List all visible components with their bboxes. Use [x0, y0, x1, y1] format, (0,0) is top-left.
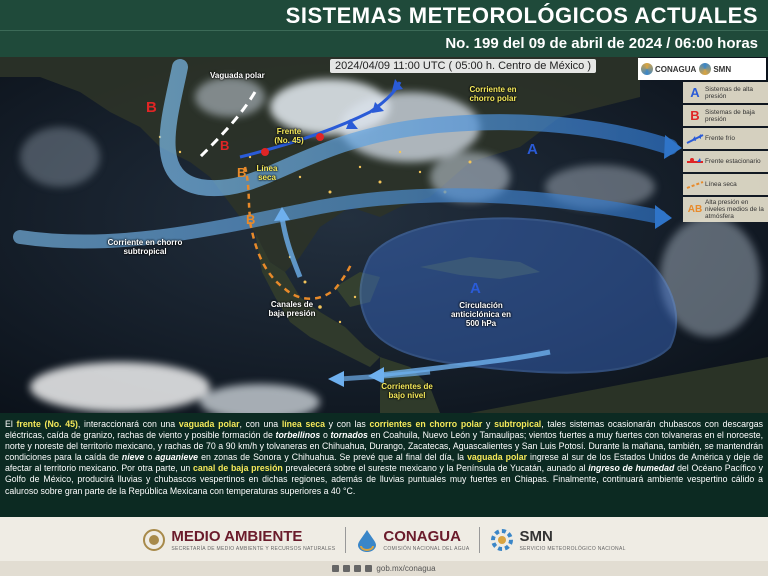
smn-gear-icon	[490, 528, 514, 552]
legend-row-dry-line	[683, 174, 768, 195]
footer-url[interactable]: gob.mx/conagua	[376, 564, 436, 573]
medio-ambiente-text: MEDIO AMBIENTE	[171, 527, 303, 545]
smn-logo	[490, 528, 625, 552]
paragraph-segment: , tales sistemas ocasionarán chubascos con descargas eléctricas, caída de granizo, rachas de viento y posible formación de	[5, 419, 763, 441]
forecast-paragraph	[5, 419, 763, 497]
legend-label-cold-front: Frente frío	[705, 135, 735, 142]
paragraph-segment: El	[5, 419, 17, 429]
paragraph-segment: y con las	[324, 419, 370, 429]
paragraph-segment: y	[482, 419, 495, 429]
conagua-drop-icon	[356, 528, 378, 552]
paragraph-segment: , con una	[239, 419, 282, 429]
legend-label-high: Sistemas de alta presión	[705, 85, 754, 100]
paragraph-segment: frente (No. 45)	[16, 419, 78, 429]
high-pressure-icon: A	[690, 85, 700, 100]
conagua-logo-text: CONAGUA	[655, 64, 697, 74]
legend-row-stationary-front	[683, 151, 768, 172]
paragraph-segment: en zonas de Sonora y Chihuahua. Se prevé que al final del día, la	[198, 452, 468, 463]
paragraph-segment: nieve	[121, 452, 145, 463]
mid-level-high-icon: AB	[687, 204, 703, 215]
header	[0, 0, 768, 57]
conagua-emblem-icon	[641, 63, 653, 75]
mexico-seal-icon	[142, 528, 166, 552]
paragraph-segment: ingreso de humedad	[588, 463, 675, 474]
low-pressure-marker-west: B	[146, 99, 157, 116]
weather-map	[0, 57, 768, 413]
legend-label-low: Sistemas de baja presión	[705, 108, 755, 123]
paragraph-segment: o	[320, 430, 331, 441]
low-pressure-marker-dryline: B	[237, 165, 247, 180]
map-legend	[683, 82, 768, 224]
label-low-level-flow: Corrientes de bajo nivel	[381, 382, 433, 400]
paragraph-segment: tornados	[330, 430, 368, 441]
paragraph-segment: torbellinos	[275, 430, 321, 441]
footer-logos	[0, 517, 768, 562]
paragraph-segment: línea seca	[281, 419, 325, 429]
header-divider	[0, 30, 768, 31]
dry-line-icon	[685, 176, 705, 194]
legend-row-high	[683, 82, 768, 103]
footer-separator-2	[479, 527, 480, 553]
label-front: Frente (No. 45)	[274, 127, 304, 145]
legend-label-dry-line: Línea seca	[705, 181, 737, 188]
medio-ambiente-subtext: SECRETARÍA DE MEDIO AMBIENTE Y RECURSOS NATURALES	[171, 545, 336, 552]
instagram-icon[interactable]	[354, 565, 361, 572]
paragraph-segment: , interaccionará con una	[77, 419, 179, 429]
paragraph-segment: subtropical	[494, 419, 542, 429]
social-bar	[0, 561, 768, 576]
stationary-front-icon	[685, 153, 705, 171]
high-pressure-marker-east: A	[527, 141, 538, 158]
smn-text: SMN	[519, 527, 553, 545]
top-logos	[638, 58, 766, 80]
smn-emblem-icon	[699, 63, 711, 75]
paragraph-segment: en Coahuila, Nuevo León y Tamaulipas; vientos fuertes a muy fuertes con tolvaneras en el noroeste, norte y noreste del territorio mexicano, y rachas de 70 a 90 km/h y tolvaneras en Chihuahua, Durango, Zacatecas, Aguascalientes y San Luis Potosí. Durante la mañana, también, se mantendrán condiciones para la caída de	[5, 430, 764, 463]
smn-logo-small	[699, 63, 731, 75]
label-polar-jet: Corriente en chorro polar	[469, 85, 517, 103]
high-pressure-marker-anticyclone: A	[470, 280, 481, 297]
youtube-icon[interactable]	[365, 565, 372, 572]
conagua-subtext: COMISIÓN NACIONAL DEL AGUA	[383, 545, 470, 552]
paragraph-segment: del Océano Pacífico y Golfo de México, producirá lluvias y chubascos vespertinos en dichas regiones, además de lluvias puntuales muy fuertes en Chiapas. Finalmente, continuará ambiente vespertino cálido a caluroso sobre gran parte de la República Mexicana con temperaturas superiores a 40 °C.	[5, 463, 763, 496]
low-pressure-marker-front: B	[220, 138, 230, 153]
label-low-pressure-channels: Canales de baja presión	[268, 300, 316, 318]
legend-row-cold-front	[683, 128, 768, 149]
paragraph-segment: o	[144, 452, 156, 463]
footer	[0, 517, 768, 576]
label-subtropical-jet: Corriente en chorro subtropical	[107, 238, 183, 256]
legend-label-mid-level-high: Alta presión en niveles medios de la atmósfera	[705, 199, 764, 220]
legend-label-stationary-front: Frente estacionario	[705, 158, 761, 165]
paragraph-segment: vaguada polar	[467, 452, 528, 463]
paragraph-segment: prevalecerá sobre el sureste mexicano y la Península de Yucatán, aunado al	[282, 463, 589, 474]
paragraph-segment: ingrese al sur de los Estados Unidos de América y deje de afectar al territorio mexicano. Por otra parte, un	[5, 452, 764, 474]
page-title: SISTEMAS METEOROLÓGICOS ACTUALES	[285, 3, 758, 28]
bulletin-subtitle: No. 199 del 09 de abril de 2024 / 06:00 horas	[445, 35, 758, 52]
forecast-text-panel	[0, 413, 768, 517]
satellite-map-svg	[0, 57, 768, 413]
smn-logo-text: SMN	[713, 64, 732, 74]
medio-ambiente-logo	[142, 528, 335, 552]
paragraph-segment: canal de baja presión	[192, 463, 283, 474]
paragraph-segment: corrientes en chorro polar	[369, 419, 483, 429]
label-anticyclonic-circulation: Circulación anticiclónica en 500 hPa	[450, 301, 512, 328]
low-pressure-marker-channel: B	[246, 212, 256, 227]
cold-front-icon	[685, 130, 705, 148]
legend-row-mid-level-high	[683, 197, 768, 222]
label-dry-line: Línea seca	[256, 164, 278, 182]
label-polar-trough: Vaguada polar	[210, 71, 265, 80]
conagua-text: CONAGUA	[383, 527, 461, 545]
facebook-icon[interactable]	[332, 565, 339, 572]
conagua-logo-small	[641, 63, 696, 75]
x-icon[interactable]	[343, 565, 350, 572]
satellite-timestamp: 2024/04/09 11:00 UTC ( 05:00 h. Centro de México )	[330, 59, 596, 73]
conagua-logo	[356, 528, 469, 552]
low-pressure-icon: B	[690, 108, 700, 123]
footer-separator	[345, 527, 346, 553]
paragraph-segment: vaguada polar	[178, 419, 240, 429]
smn-subtext: SERVICIO METEOROLÓGICO NACIONAL	[519, 545, 626, 552]
legend-row-low	[683, 105, 768, 126]
paragraph-segment: aguanieve	[155, 452, 199, 463]
